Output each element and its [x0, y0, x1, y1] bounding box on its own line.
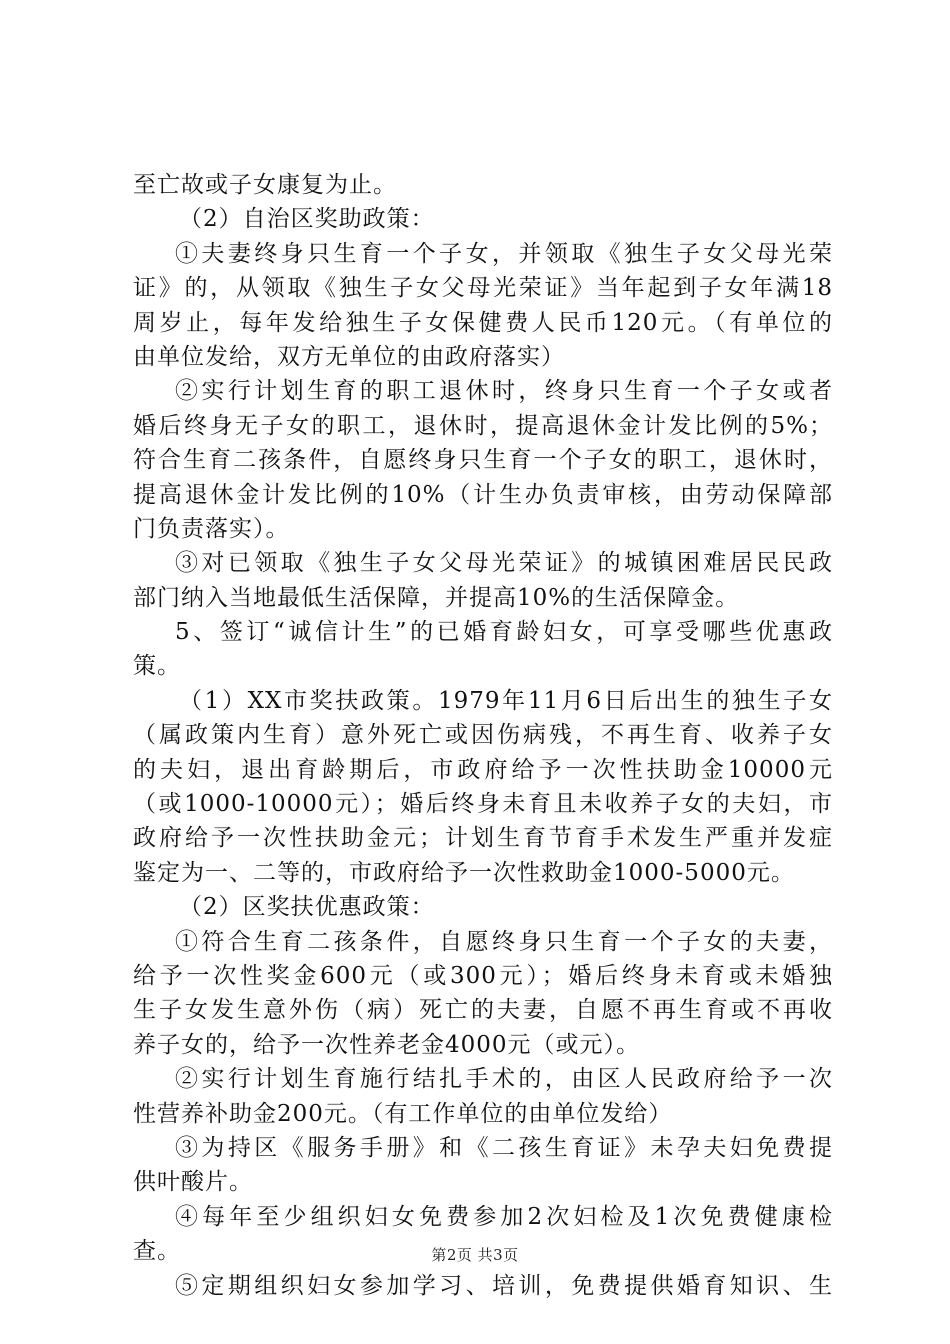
text-line: 提高退休金计发比例的10%（计生办负责审核，由劳动保障部 — [133, 481, 833, 508]
text-line: 供叶酸片。 — [133, 1169, 253, 1196]
text-line: （或1000-10000元）；婚后终身未育且未收养子女的夫妇，市 — [133, 791, 833, 818]
text-line: 鉴定为一、二等的，市政府给予一次性救助金1000-5000元。 — [133, 859, 795, 886]
text-line: 符合生育二孩条件，自愿终身只生育一个子女的职工，退休时， — [133, 447, 833, 474]
text-line: （属政策内生育）意外死亡或因伤病残，不再生育、收养子女 — [133, 722, 833, 749]
text-line: 证》的，从领取《独生子女父母光荣证》当年起到子女年满18 — [133, 275, 833, 302]
text-line: ②实行计划生育施行结扎手术的，由区人民政府给予一次 — [175, 1066, 833, 1093]
text-line: 给予一次性奖金600元（或300元）；婚后终身未育或未婚独 — [133, 962, 833, 989]
text-line: ⑤定期组织妇女参加学习、培训，免费提供婚育知识、生 — [175, 1272, 833, 1299]
text-line: 策。 — [133, 653, 181, 680]
text-line: 由单位发给，双方无单位的由政府落实） — [133, 343, 565, 370]
text-line: 至亡故或子女康复为止。 — [133, 172, 397, 198]
text-line: 养子女的，给予一次性养老金4000元（或元）。 — [133, 1031, 641, 1058]
text-line: 婚后终身无子女的职工，退休时，提高退休金计发比例的5%； — [133, 412, 833, 439]
document-body — [133, 168, 833, 1303]
text-line: ④每年至少组织妇女免费参加2次妇检及1次免费健康检 — [175, 1203, 833, 1230]
text-line: 性营养补助金200元。（有工作单位的由单位发给） — [133, 1100, 673, 1127]
text-line: （2）区奖扶优惠政策： — [179, 894, 435, 921]
page-footer: 第2页 共3页 — [431, 1246, 519, 1264]
text-line: 部门纳入当地最低生活保障，并提高10%的生活保障金。 — [133, 584, 740, 611]
text-line: 周岁止，每年发给独生子女保健费人民币120元。（有单位的 — [133, 309, 833, 336]
text-line: ①夫妻终身只生育一个子女，并领取《独生子女父母光荣 — [175, 240, 833, 267]
text-line: 门负责落实）。 — [133, 515, 290, 542]
text-line: 生子女发生意外伤（病）死亡的夫妻，自愿不再生育或不再收 — [133, 997, 833, 1024]
text-line: 政府给予一次性扶助金元；计划生育节育手术发生严重并发症 — [133, 825, 833, 852]
text-line: （1）XX市奖扶政策。1979年11月6日后出生的独生子女 — [179, 687, 833, 714]
text-line: ①符合生育二孩条件，自愿终身只生育一个子女的夫妻， — [175, 928, 833, 955]
text-line: ③为持区《服务手册》和《二孩生育证》未孕夫妇免费提 — [175, 1134, 833, 1161]
text-line: 5、签订“诚信计生”的已婚育龄妇女，可享受哪些优惠政 — [175, 619, 833, 646]
text-line: ③对已领取《独生子女父母光荣证》的城镇困难居民民政 — [175, 550, 833, 577]
text-line: 查。 — [133, 1238, 181, 1265]
text-line: 的夫妇，退出育龄期后，市政府给予一次性扶助金10000元 — [133, 756, 833, 783]
text-line: ②实行计划生育的职工退休时，终身只生育一个子女或者 — [175, 378, 833, 405]
text-line: （2）自治区奖助政策： — [179, 206, 435, 233]
